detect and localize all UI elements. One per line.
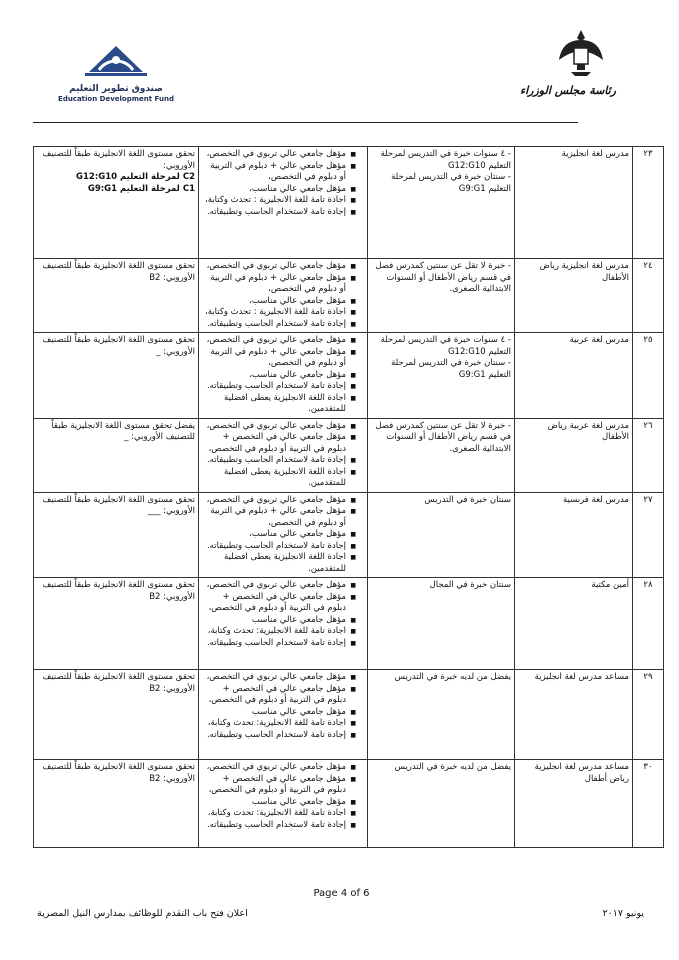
qualification-item: ■ مؤهل جامعي عالي تربوي في التخصص،	[202, 261, 354, 273]
experience-cell	[368, 418, 515, 492]
table-row	[34, 147, 664, 259]
qualification-item: ■ مؤهل جامعي عالي تربوي في التخصص،	[202, 149, 354, 161]
qualification-item: ■ مؤهل جامعي عالي + دبلوم في التربية أو دبلوم في التخصص،	[202, 161, 354, 184]
language-level-cell	[34, 578, 199, 670]
table-row	[34, 760, 664, 848]
qualifications-list	[202, 335, 364, 416]
qualifications-cell	[199, 670, 368, 760]
table-row	[34, 333, 664, 419]
qualification-item: ■ إجادة تامة لاستخدام الحاسب وتطبيقاته.	[202, 455, 354, 467]
qualification-item: ■ مؤهل جامعي عالي تربوي في التخصص،	[202, 672, 354, 684]
table-row	[34, 418, 664, 492]
qualification-item: ■ إجادة تامة لاستخدام الحاسب وتطبيقاته.	[202, 207, 354, 219]
qualification-item: ■ اجادة اللغة الانجليزية يعطى افضلية للمتقدمين.	[202, 393, 354, 416]
footer-announcement: اعلان فتح باب التقدم للوظائف بمدارس النيل المصرية	[37, 908, 248, 919]
experience-line: سنتان خبرة في التدريس	[424, 494, 511, 505]
qualifications-cell	[199, 333, 368, 419]
qualification-item: ■ إجادة تامة لاستخدام الحاسب وتطبيقاته.	[202, 541, 354, 553]
cabinet-title: رئاسة مجلس الوزراء	[519, 84, 617, 97]
qualifications-list	[202, 261, 364, 330]
job-title: مساعد مدرس لغة انجليزية	[515, 670, 633, 760]
qualification-item: ■ مؤهل جامعي عالي تربوي في التخصص،	[202, 335, 354, 347]
jobs-table	[33, 146, 664, 848]
qualifications-list	[202, 580, 364, 649]
qualification-item: ■ مؤهل جامعي عالي مناسب	[202, 707, 354, 719]
experience-line: يفضل من لديه خبرة في التدريس	[394, 672, 511, 682]
experience-cell	[368, 492, 515, 578]
row-number: ٢٣	[633, 147, 664, 259]
qualification-item: ■ اجادة تامة للغة الانجليزية: تحدث وكتابة،	[202, 626, 354, 638]
row-number: ٢٧	[633, 492, 664, 578]
qualification-item: ■ اجادة تامة للغة الانجليزية: تحدث وكتابة،	[202, 718, 354, 730]
footer-date: يونيو ٢٠١٧	[602, 908, 644, 919]
qualifications-cell	[199, 147, 368, 259]
qualifications-list	[202, 762, 364, 831]
qualification-item: ■ مؤهل جامعي عالي + دبلوم في التربية أو دبلوم في التخصص،	[202, 347, 354, 370]
language-level-cell	[34, 670, 199, 760]
qualification-item: ■ إجادة تامة لاستخدام الحاسب وتطبيقاته.	[202, 381, 354, 393]
job-title: مدرس لغة فرنسية	[515, 492, 633, 578]
table-row	[34, 670, 664, 760]
job-title: مدرس لغة انجليزية	[515, 147, 633, 259]
language-level-cell	[34, 259, 199, 333]
qualification-item: ■ مؤهل جامعي عالي في التخصص + دبلوم في التربية أو دبلوم في التخصص،	[202, 432, 354, 455]
language-level-line: تحقق مستوى اللغة الانجليزية طبقاً للتصنيف الأوروبي: B2	[42, 672, 195, 694]
experience-line: - خبرة لا تقل عن سنتين كمدرس فصل في قسم رياض الأطفال أو السنوات الابتدائية الصغرى.	[375, 261, 511, 294]
qualification-item: ■ مؤهل جامعي عالي مناسب،	[202, 370, 354, 382]
row-number: ٢٦	[633, 418, 664, 492]
experience-line: - ٤ سنوات خبرة في التدريس لمرحلة التعليم G12:G10	[380, 335, 511, 357]
row-number: ٢٤	[633, 259, 664, 333]
qualification-item: ■ مؤهل جامعي عالي + دبلوم في التربية أو دبلوم في التخصص،	[202, 506, 354, 529]
experience-line: يفضل من لديه خبرة في التدريس	[394, 762, 511, 772]
job-title: أمين مكتبة	[515, 578, 633, 670]
language-level-cell	[34, 147, 199, 259]
experience-line: - خبرة لا تقل عن سنتين كمدرس فصل في قسم رياض الأطفال أو السنوات الابتدائية الصغرى.	[375, 420, 511, 454]
qualification-item: ■ مؤهل جامعي عالي في التخصص + دبلوم في التربية أو دبلوم في التخصص،	[202, 684, 354, 707]
qualifications-cell	[199, 418, 368, 492]
language-level-cell	[34, 492, 199, 578]
job-title: مدرس لغة عربية	[515, 333, 633, 419]
edf-logo	[56, 40, 176, 104]
language-level-line: تحقق مستوى اللغة الانجليزية طبقاً للتصنيف الأوروبي: _	[42, 335, 195, 357]
qualification-item: ■ مؤهل جامعي عالي في التخصص + دبلوم في التربية أو دبلوم في التخصص،	[202, 774, 354, 797]
language-level-line: يفضل تحقق مستوى اللغة الانجليزية طبقاً للتصنيف الأوروبي: _	[51, 420, 195, 442]
language-level-line: تحقق مستوى اللغة الانجليزية طبقاً للتصنيف الأوروبي: B2	[42, 580, 195, 602]
language-level-line: تحقق مستوى اللغة الانجليزية طبقاً للتصنيف الأوروبي: B2	[42, 261, 195, 283]
page-footer	[33, 888, 650, 928]
language-level-cell	[34, 760, 199, 848]
qualification-item: ■ اجادة تامة للغة الانجليزية: تحدث وكتابة،	[202, 808, 354, 820]
qualification-item: ■ مؤهل جامعي عالي مناسب،	[202, 184, 354, 196]
experience-line: - سنتان خبرة في التدريس لمرحلة التعليم G9:G1	[391, 358, 511, 380]
job-title: مساعد مدرس لغة انجليزية رياض أطفال	[515, 760, 633, 848]
qualification-item: ■ إجادة تامة لاستخدام الحاسب وتطبيقاته.	[202, 730, 354, 742]
language-level-line: C2 لمرحلة التعليم G12:G10	[76, 172, 195, 182]
language-level-cell	[34, 418, 199, 492]
job-title: مدرس لغة انجليزية رياض الأطفال	[515, 259, 633, 333]
qualification-item: ■ مؤهل جامعي عالي تربوي في التخصص،	[202, 580, 354, 592]
experience-cell	[368, 760, 515, 848]
qualification-item: ■ مؤهل جامعي عالي + دبلوم في التربية أو دبلوم في التخصص،	[202, 273, 354, 296]
experience-cell	[368, 259, 515, 333]
qualification-item: ■ اجادة اللغة الانجليزية يعطى افضلية للمتقدمين.	[202, 552, 354, 575]
row-number: ٢٥	[633, 333, 664, 419]
qualifications-list	[202, 672, 364, 741]
row-number: ٢٨	[633, 578, 664, 670]
qualification-item: ■ إجادة تامة لاستخدام الحاسب وتطبيقاته.	[202, 319, 354, 331]
qualification-item: ■ مؤهل جامعي عالي تربوي في التخصص،	[202, 495, 354, 507]
language-level-line: تحقق مستوى اللغة الانجليزية طبقاً للتصنيف الأوروبي: B2	[42, 762, 195, 784]
qualification-item: ■ مؤهل جامعي عالي مناسب،	[202, 529, 354, 541]
qualification-item: ■ مؤهل جامعي عالي تربوي في التخصص،	[202, 762, 354, 774]
row-number: ٢٩	[633, 670, 664, 760]
qualification-item: ■ إجادة تامة لاستخدام الحاسب وتطبيقاته.	[202, 820, 354, 832]
table-row	[34, 259, 664, 333]
qualification-item: ■ اجادة تامة للغة الانجليزية : تحدث وكتابة،	[202, 195, 354, 207]
experience-line: - سنتان خبرة في التدريس لمرحلة التعليم G9:G1	[391, 172, 511, 194]
language-level-cell	[34, 333, 199, 419]
qualification-item: ■ مؤهل جامعي عالي مناسب	[202, 797, 354, 809]
page-header	[0, 18, 679, 118]
table-row	[34, 578, 664, 670]
experience-line: - ٤ سنوات خبرة في التدريس لمرحلة التعليم G12:G10	[380, 149, 511, 171]
row-number: ٣٠	[633, 760, 664, 848]
language-level-line: تحقق مستوى اللغة الانجليزية طبقاً للتصنيف الأوروبي:	[42, 149, 195, 171]
eagle-emblem-icon	[557, 26, 605, 78]
qualifications-list	[202, 421, 364, 490]
job-title: مدرس لغة عربية رياض الأطفال	[515, 418, 633, 492]
qualification-item: ■ اجادة تامة للغة الانجليزية : تحدث وكتابة،	[202, 307, 354, 319]
qualification-item: ■ اجادة اللغة الانجليزية يعطى افضلية للمتقدمين.	[202, 467, 354, 490]
experience-line: سنتان خبرة في المجال	[429, 580, 511, 590]
experience-cell	[368, 333, 515, 419]
experience-cell	[368, 670, 515, 760]
experience-cell	[368, 147, 515, 259]
language-level-line: تحقق مستوى اللغة الانجليزية طبقاً للتصنيف الأوروبي: ___	[42, 494, 195, 516]
qualifications-list	[202, 495, 364, 576]
qualifications-list	[202, 149, 364, 218]
qualifications-cell	[199, 578, 368, 670]
qualification-item: ■ مؤهل جامعي عالي مناسب،	[202, 296, 354, 308]
qualification-item: ■ مؤهل جامعي عالي تربوي في التخصص،	[202, 421, 354, 433]
header-divider	[33, 122, 578, 123]
edf-logo-icon	[81, 40, 151, 80]
qualifications-cell	[199, 760, 368, 848]
qualification-item: ■ مؤهل جامعي عالي مناسب	[202, 615, 354, 627]
qualification-item: ■ مؤهل جامعي عالي في التخصص + دبلوم في التربية أو دبلوم في التخصص،	[202, 592, 354, 615]
qualifications-cell	[199, 492, 368, 578]
qualifications-cell	[199, 259, 368, 333]
edf-name-arabic: صندوق تطوير التعليم	[69, 84, 163, 94]
edf-name-english: Education Development Fund	[58, 95, 174, 103]
table-row	[34, 492, 664, 578]
qualification-item: ■ إجادة تامة لاستخدام الحاسب وتطبيقاته.	[202, 638, 354, 650]
experience-cell	[368, 578, 515, 670]
page-number: Page 4 of 6	[313, 888, 370, 899]
language-level-line: C1 لمرحلة التعليم G9:G1	[87, 183, 195, 194]
